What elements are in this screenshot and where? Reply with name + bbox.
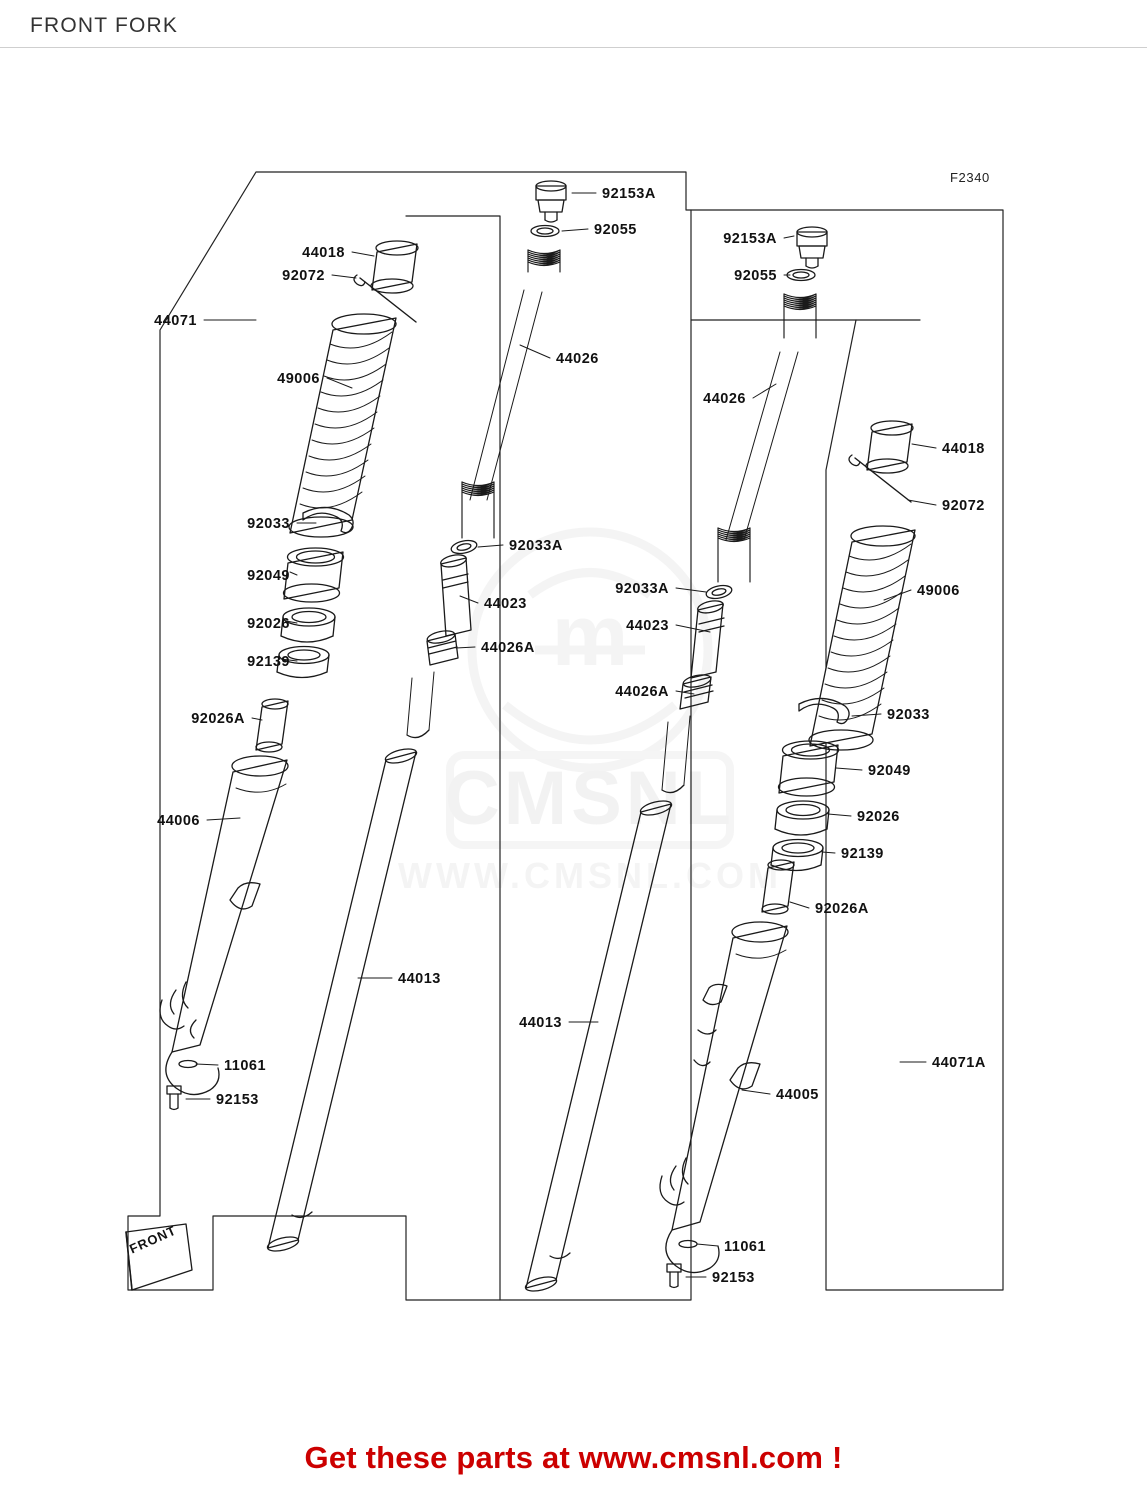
part-label-44023-right: 44023 — [626, 618, 669, 634]
diagram-code: F2340 — [950, 170, 990, 185]
part-label-92153A-right-top: 92153A — [723, 231, 777, 247]
part-label-92033-right: 92033 — [887, 707, 930, 723]
part-label-44013-right: 44013 — [519, 1015, 562, 1031]
part-label-49006-left: 49006 — [277, 371, 320, 387]
part-label-92139-right: 92139 — [841, 846, 884, 862]
part-label-92055-left: 92055 — [594, 222, 637, 238]
watermark-text-bottom: WWW.CMSNL.COM — [398, 855, 782, 896]
part-label-92055-right: 92055 — [734, 268, 777, 284]
part-label-44006: 44006 — [157, 813, 200, 829]
watermark-text-top: CMSNL — [444, 756, 736, 841]
page-title: FRONT FORK — [30, 14, 179, 37]
part-label-44071: 44071 — [154, 313, 197, 329]
part-label-44071A: 44071A — [932, 1055, 986, 1071]
part-label-44005: 44005 — [776, 1087, 819, 1103]
part-label-92049-left: 92049 — [247, 568, 290, 584]
part-label-92026-left: 92026 — [247, 616, 290, 632]
part-label-44026-left: 44026 — [556, 351, 599, 367]
front-direction-badge: FRONT — [127, 1222, 179, 1257]
part-label-92033-left: 92033 — [247, 516, 290, 532]
part-label-49006-right: 49006 — [917, 583, 960, 599]
part-label-92072-right: 92072 — [942, 498, 985, 514]
part-label-92026A-left: 92026A — [191, 711, 245, 727]
part-label-44013-left: 44013 — [398, 971, 441, 987]
part-label-92139-left: 92139 — [247, 654, 290, 670]
part-label-11061-left: 11061 — [224, 1058, 267, 1074]
part-label-44026-right: 44026 — [703, 391, 746, 407]
part-label-92153-right: 92153 — [712, 1270, 755, 1286]
part-label-92033A-right: 92033A — [615, 581, 669, 597]
part-label-92026-right: 92026 — [857, 809, 900, 825]
part-label-92153-left: 92153 — [216, 1092, 259, 1108]
part-label-44026A-left: 44026A — [481, 640, 535, 656]
part-label-92153A-left-top: 92153A — [602, 186, 656, 202]
part-label-44018-right: 44018 — [942, 441, 985, 457]
part-label-44023-left: 44023 — [484, 596, 527, 612]
svg-text:m: m — [551, 588, 629, 684]
part-label-44018-left: 44018 — [302, 245, 345, 261]
part-label-11061-right: 11061 — [724, 1239, 767, 1255]
footer-cta[interactable]: Get these parts at www.cmsnl.com ! — [304, 1440, 843, 1475]
part-label-92026A-right: 92026A — [815, 901, 869, 917]
part-label-92033A-left: 92033A — [509, 538, 563, 554]
part-label-44026A-right: 44026A — [615, 684, 669, 700]
part-label-92049-right: 92049 — [868, 763, 911, 779]
part-label-92072-left: 92072 — [282, 268, 325, 284]
